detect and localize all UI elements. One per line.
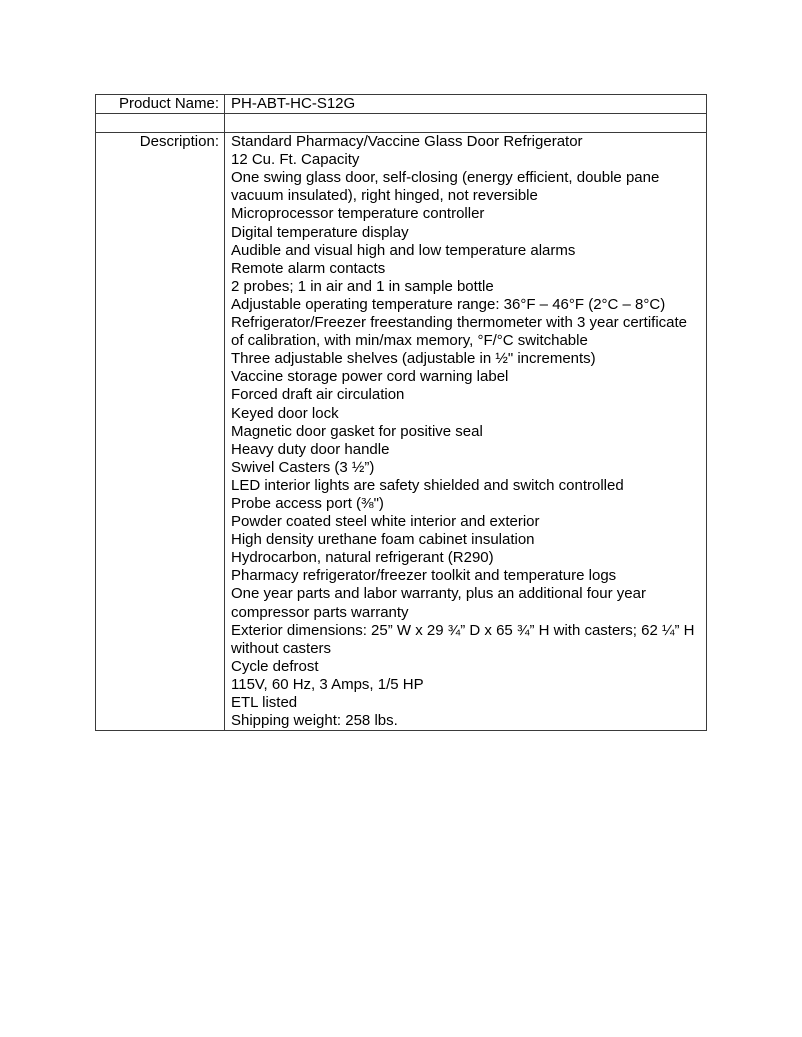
description-item: One year parts and labor warranty, plus an additional four year compressor parts warranty: [231, 585, 646, 621]
description-item: Exterior dimensions: 25” W x 29 ¾” D x 65 ¾” H with casters; 62 ¼” H without casters: [231, 621, 695, 657]
description-item: Cycle defrost: [231, 657, 319, 675]
description-item: Heavy duty door handle: [231, 440, 390, 458]
description-item: Standard Pharmacy/Vaccine Glass Door Refrigerator: [231, 133, 583, 151]
description-item: One swing glass door, self-closing (energy efficient, double pane vacuum insulated), right hinged, not reversible: [231, 169, 660, 205]
description-item: Probe access port (⅜"): [231, 494, 384, 512]
description-list: [231, 133, 702, 730]
description-item: Powder coated steel white interior and exterior: [231, 513, 540, 531]
product-name-value: PH-ABT-HC-S12G: [225, 95, 707, 114]
description-item: Pharmacy refrigerator/freezer toolkit and temperature logs: [231, 567, 617, 585]
description-item: 2 probes; 1 in air and 1 in sample bottle: [231, 277, 494, 295]
description-item: Vaccine storage power cord warning label: [231, 368, 509, 386]
description-item: 12 Cu. Ft. Capacity: [231, 151, 360, 169]
product-name-label: Product Name:: [96, 95, 225, 114]
spacer-row: [96, 114, 707, 133]
product-spec-table: [95, 94, 707, 731]
description-item: Refrigerator/Freezer freestanding thermometer with 3 year certificate of calibration, with min/max memory, °F/°C switchable: [231, 314, 688, 350]
spacer-label-cell: [96, 114, 225, 133]
description-label: Description:: [96, 133, 225, 731]
description-item: LED interior lights are safety shielded and switch controlled: [231, 476, 624, 494]
description-item: Magnetic door gasket for positive seal: [231, 422, 483, 440]
description-item: Microprocessor temperature controller: [231, 205, 485, 223]
description-item: Swivel Casters (3 ½”): [231, 458, 375, 476]
description-item: Keyed door lock: [231, 404, 339, 422]
description-item: Audible and visual high and low temperature alarms: [231, 241, 576, 259]
description-item: Hydrocarbon, natural refrigerant (R290): [231, 549, 494, 567]
description-item: Shipping weight: 258 lbs.: [231, 712, 398, 730]
description-item: 115V, 60 Hz, 3 Amps, 1/5 HP: [231, 675, 424, 693]
description-item: Forced draft air circulation: [231, 386, 405, 404]
description-item: Digital temperature display: [231, 223, 409, 241]
product-name-row: [96, 95, 707, 114]
description-item: ETL listed: [231, 694, 298, 711]
description-item: High density urethane foam cabinet insulation: [231, 531, 535, 549]
spacer-value-cell: [225, 114, 707, 133]
description-item: Remote alarm contacts: [231, 259, 386, 277]
description-value: [225, 133, 707, 731]
description-item: Adjustable operating temperature range: 36°F – 46°F (2°C – 8°C): [231, 295, 666, 313]
description-row: [96, 133, 707, 731]
description-item: Three adjustable shelves (adjustable in ½" increments): [231, 350, 596, 368]
